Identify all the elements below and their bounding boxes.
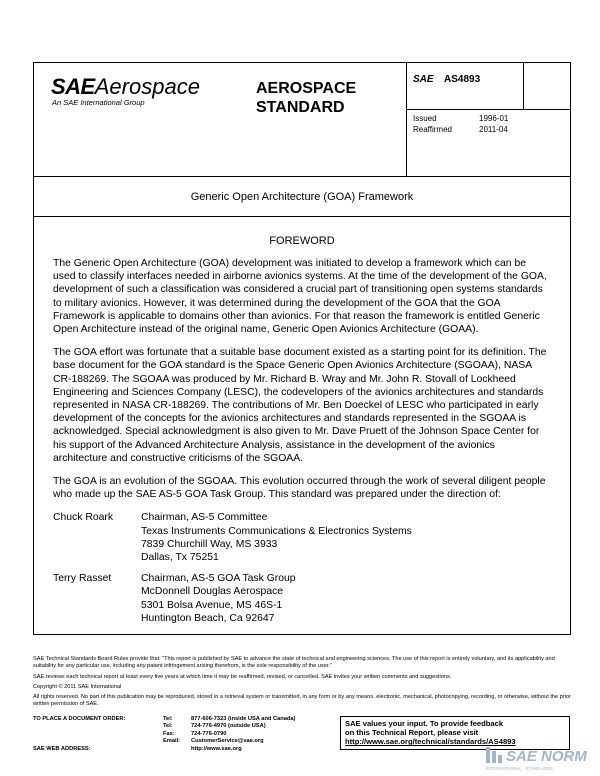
logo-cell bbox=[34, 63, 244, 176]
order-label: TO PLACE A DOCUMENT ORDER: bbox=[33, 716, 126, 722]
legal-footer bbox=[33, 656, 571, 712]
feedback-text: SAE values your input. To provide feedback bbox=[345, 719, 504, 728]
signatory-line: Texas Instruments Communications & Electronics Systems bbox=[141, 525, 412, 537]
logo-brand: SAE bbox=[51, 74, 95, 99]
email-link[interactable]: CustomerService@sae.org bbox=[191, 738, 264, 745]
signatory-line: 5301 Bolsa Avenue, MS 46S-1 bbox=[141, 599, 283, 611]
logo-subtitle: An SAE International Group bbox=[52, 98, 145, 107]
foreword-paragraph: The GOA is an evolution of the SGOAA. This evolution occurred through the work of several diligent people who made up the SAE AS-5 GOA Task Group. This standard was prepared under the direction of: bbox=[53, 476, 546, 501]
standard-title-line1: AEROSPACE bbox=[256, 80, 357, 97]
signatory-line: McDonnell Douglas Aerospace bbox=[141, 586, 284, 598]
signatory-line: 7839 Churchill Way, MS 3933 bbox=[141, 538, 278, 550]
signatory-name: Terry Rasset bbox=[53, 573, 112, 585]
footer-notice: SAE reviews each technical report at least every five years at which time it may be reaffirmed, revised, or cancelled. SAE invites your written comments and suggestions. bbox=[33, 673, 452, 680]
footer-copyright: Copyright © 2011 SAE International bbox=[33, 683, 122, 690]
email-label: Email: bbox=[163, 738, 181, 745]
foreword-heading: FOREWORD bbox=[269, 235, 335, 247]
tel-value[interactable]: 877-606-7323 (inside USA and Canada) bbox=[191, 716, 296, 722]
feedback-text: on this Technical Report, please visit bbox=[345, 728, 479, 738]
sae-norm-watermark-icon bbox=[484, 744, 594, 772]
signatory bbox=[53, 572, 551, 625]
reaffirmed-label: Reaffirmed bbox=[413, 125, 452, 134]
tel2-value[interactable]: 724-776-4970 (outside USA) bbox=[191, 723, 266, 730]
standard-title-line2: STANDARD bbox=[256, 99, 345, 116]
issue-dates bbox=[413, 113, 508, 135]
web-label: SAE WEB ADDRESS: bbox=[33, 745, 91, 752]
logo-word: Aerospace bbox=[94, 74, 200, 99]
title-cell bbox=[244, 63, 406, 176]
signatory-line: Huntington Beach, Ca 92647 bbox=[141, 612, 275, 624]
doc-number-box bbox=[407, 63, 524, 110]
signatory-line: Chairman, AS-5 GOA Task Group bbox=[141, 573, 296, 585]
fax-label: Fax: bbox=[163, 730, 175, 737]
fax-value: 724-776-0790 bbox=[191, 730, 227, 737]
foreword-section bbox=[33, 217, 571, 635]
signatory-details bbox=[141, 511, 412, 564]
issued-label: Issued bbox=[413, 114, 437, 123]
document-page bbox=[33, 62, 571, 635]
web-link[interactable]: http://www.sae.org bbox=[191, 745, 242, 752]
tel-label: Tel: bbox=[163, 716, 173, 722]
watermark-brand: SAE NORM bbox=[506, 748, 587, 765]
sae-aerospace-logo bbox=[51, 74, 200, 100]
signatory-line: Dallas, Tx 75251 bbox=[141, 552, 219, 564]
signatory-details bbox=[141, 572, 296, 625]
issued-value: 1996-01 bbox=[479, 114, 509, 123]
signatory-line: Chairman, AS-5 Committee bbox=[141, 512, 268, 524]
doc-number-cell bbox=[406, 63, 571, 176]
header-box bbox=[33, 62, 571, 177]
foreword-paragraph: The Generic Open Architecture (GOA) development was initiated to develop a framework which can be used to classify interfaces needed in airborne avionics systems. At the time of the development of the GOA, development of such a classification was considered a crucial part of transitioning open systems standards to military avionics. However, it was determined during the development of the GOA that the GOA Framework is applicable to domains other than avionics. For that reason the framework is entitled Generic Open Architecture instead of the original name, Generic Open Avionics Architecture (GOAA). bbox=[53, 258, 547, 336]
foreword-paragraph: The GOA effort was fortunate that a suitable base document existed as a starting point for its definition. The base document for the GOA standard is the Space Generic Open Avionics Architecture (SGOAA), NASA CR-188269. The SGOAA was produced by Mr. Richard B. Wray and Mr. John R. Stovall of Lockheed Engineering and Sciences Company (LESC), the codevelopers of the avionics architectures and standards represented in NASA CR-188269. The contributions of Mr. Ben Doeckel of LESC who participated in early development of the concepts for the avionics architectures and standards represented in the SGOAA is acknowledged. Special acknowledgment is also given to Mr. Dave Pruett of the Johnson Space Center for his support of the Advanced Architecture Analysis, assistance in the development of the avionics architecture and constructive criticisms of the SGOAA. bbox=[53, 347, 547, 464]
doc-number: AS4893 bbox=[444, 74, 481, 85]
document-subtitle: Generic Open Architecture (GOA) Framework bbox=[33, 177, 571, 217]
doc-number-right-box bbox=[523, 63, 571, 110]
watermark-sub: INTERNATIONAL · STANDARDS bbox=[486, 766, 553, 771]
signatory-name: Chuck Roark bbox=[53, 512, 114, 524]
footer-notice: SAE Technical Standards Board Rules provide that: “This report is published by SAE to advance the state of technical and engineering sciences. The use of this report is entirely voluntary, and its applicability and suitability for any particular use, including any patent infringement arising therefrom, is the sole responsibility of the user.” bbox=[33, 656, 555, 670]
order-contact bbox=[33, 716, 333, 753]
standard-title bbox=[256, 79, 356, 117]
tel2-label: Tel: bbox=[163, 723, 173, 730]
reaffirmed-value: 2011-04 bbox=[479, 125, 508, 134]
sae-small-logo: SAE bbox=[413, 74, 434, 85]
feedback-link[interactable]: http://www.sae.org/technical/standards/AS4893 bbox=[345, 737, 516, 747]
signatory bbox=[53, 511, 551, 564]
footer-notice: All rights reserved. No part of this publication may be reproduced, stored in a retrieval system or transmitted, in any form or by any means, electronic, mechanical, photocopying, recording, or otherwise, without the prior written permission of SAE. bbox=[33, 694, 571, 708]
